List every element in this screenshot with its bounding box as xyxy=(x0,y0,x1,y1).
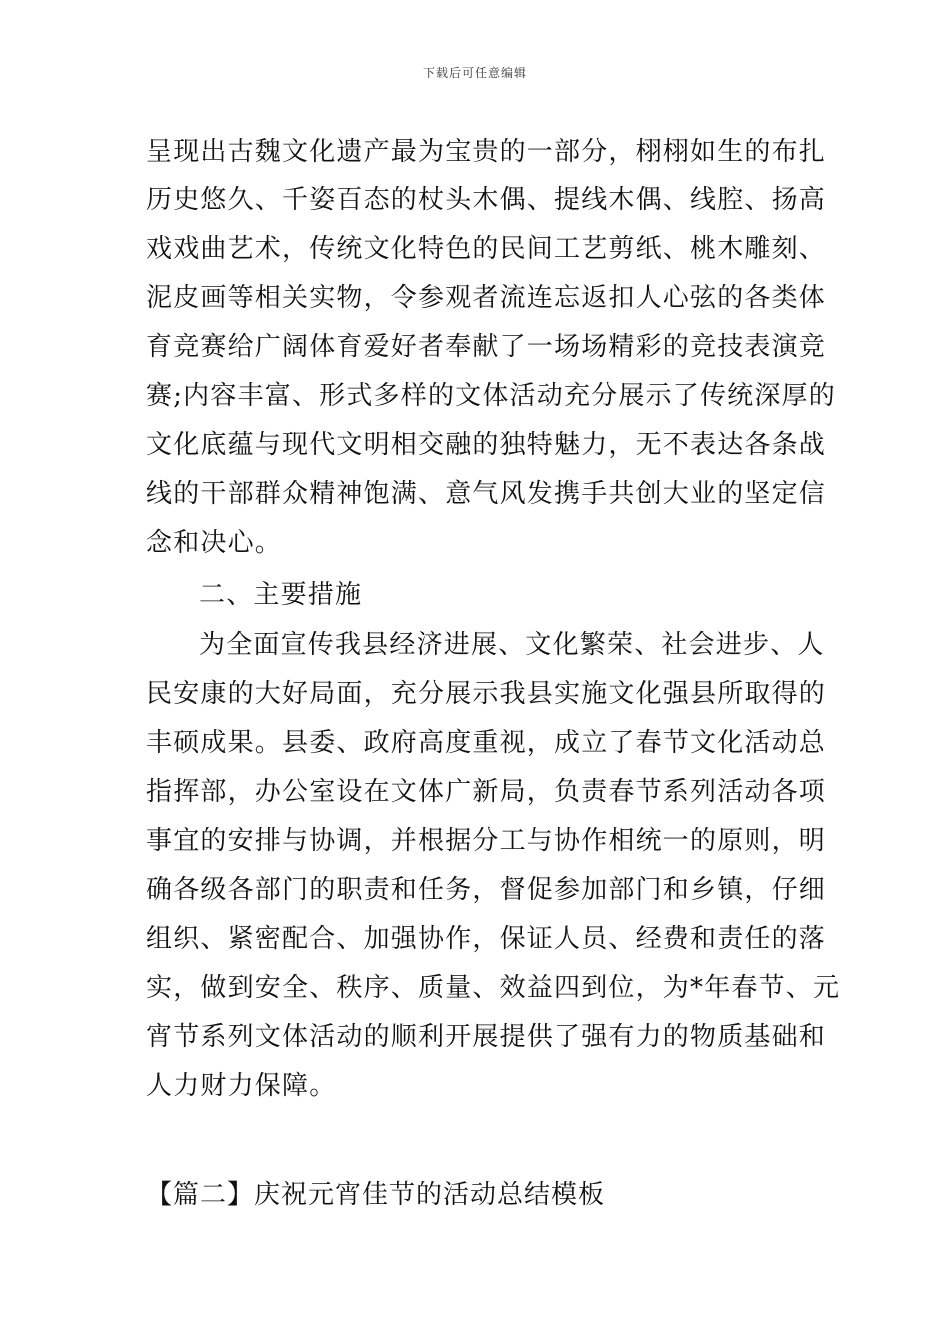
paragraph-2-line: 民安康的大好局面，充分展示我县实施文化强县所取得的 xyxy=(146,679,827,709)
paragraph-1-line: 育竞赛给广阔体育爱好者奉献了一场场精彩的竞技表演竞 xyxy=(146,332,827,362)
paragraph-2-line: 为全面宣传我县经济进展、文化繁荣、社会进步、人 xyxy=(199,630,825,660)
paragraph-1-line: 历史悠久、千姿百态的杖头木偶、提线木偶、线腔、扬高 xyxy=(146,185,827,215)
paragraph-2-line: 组织、紧密配合、加强协作，保证人员、经费和责任的落 xyxy=(146,924,827,954)
paragraph-1-line: 泥皮画等相关实物，令参观者流连忘返扣人心弦的各类体 xyxy=(146,283,827,313)
paragraph-1-line: 戏戏曲艺术，传统文化特色的民间工艺剪纸、桃木雕刻、 xyxy=(146,234,827,264)
paragraph-2-line: 宵节系列文体活动的顺利开展提供了强有力的物质基础和 xyxy=(146,1022,827,1052)
section-title: 【篇二】庆祝元宵佳节的活动总结模板 xyxy=(146,1180,606,1210)
paragraph-2-line: 丰硕成果。县委、政府高度重视，成立了春节文化活动总 xyxy=(146,728,827,758)
paragraph-1-line: 文化底蕴与现代文明相交融的独特魅力，无不表达各条战 xyxy=(146,430,827,460)
paragraph-2-line: 事宜的安排与协调，并根据分工与协作相统一的原则，明 xyxy=(146,826,827,856)
paragraph-1-line: 念和决心。 xyxy=(146,528,283,558)
paragraph-1-line: 呈现出古魏文化遗产最为宝贵的一部分，栩栩如生的布扎 xyxy=(146,137,827,167)
paragraph-1-line: 赛;内容丰富、形式多样的文体活动充分展示了传统深厚的 xyxy=(146,381,836,411)
paragraph-2-line: 确各级各部门的职责和任务，督促参加部门和乡镇，仔细 xyxy=(146,875,827,905)
section-heading: 二、主要措施 xyxy=(199,580,363,610)
paragraph-1-line: 线的干部群众精神饱满、意气风发携手共创大业的坚定信 xyxy=(146,479,827,509)
paragraph-2-line: 指挥部，办公室设在文体广新局，负责春节系列活动各项 xyxy=(146,777,827,807)
paragraph-2-line: 实，做到安全、秩序、质量、效益四到位，为*年春节、元 xyxy=(146,973,841,1003)
page-header-note: 下载后可任意编辑 xyxy=(422,66,527,80)
paragraph-2-line: 人力财力保障。 xyxy=(146,1071,337,1101)
